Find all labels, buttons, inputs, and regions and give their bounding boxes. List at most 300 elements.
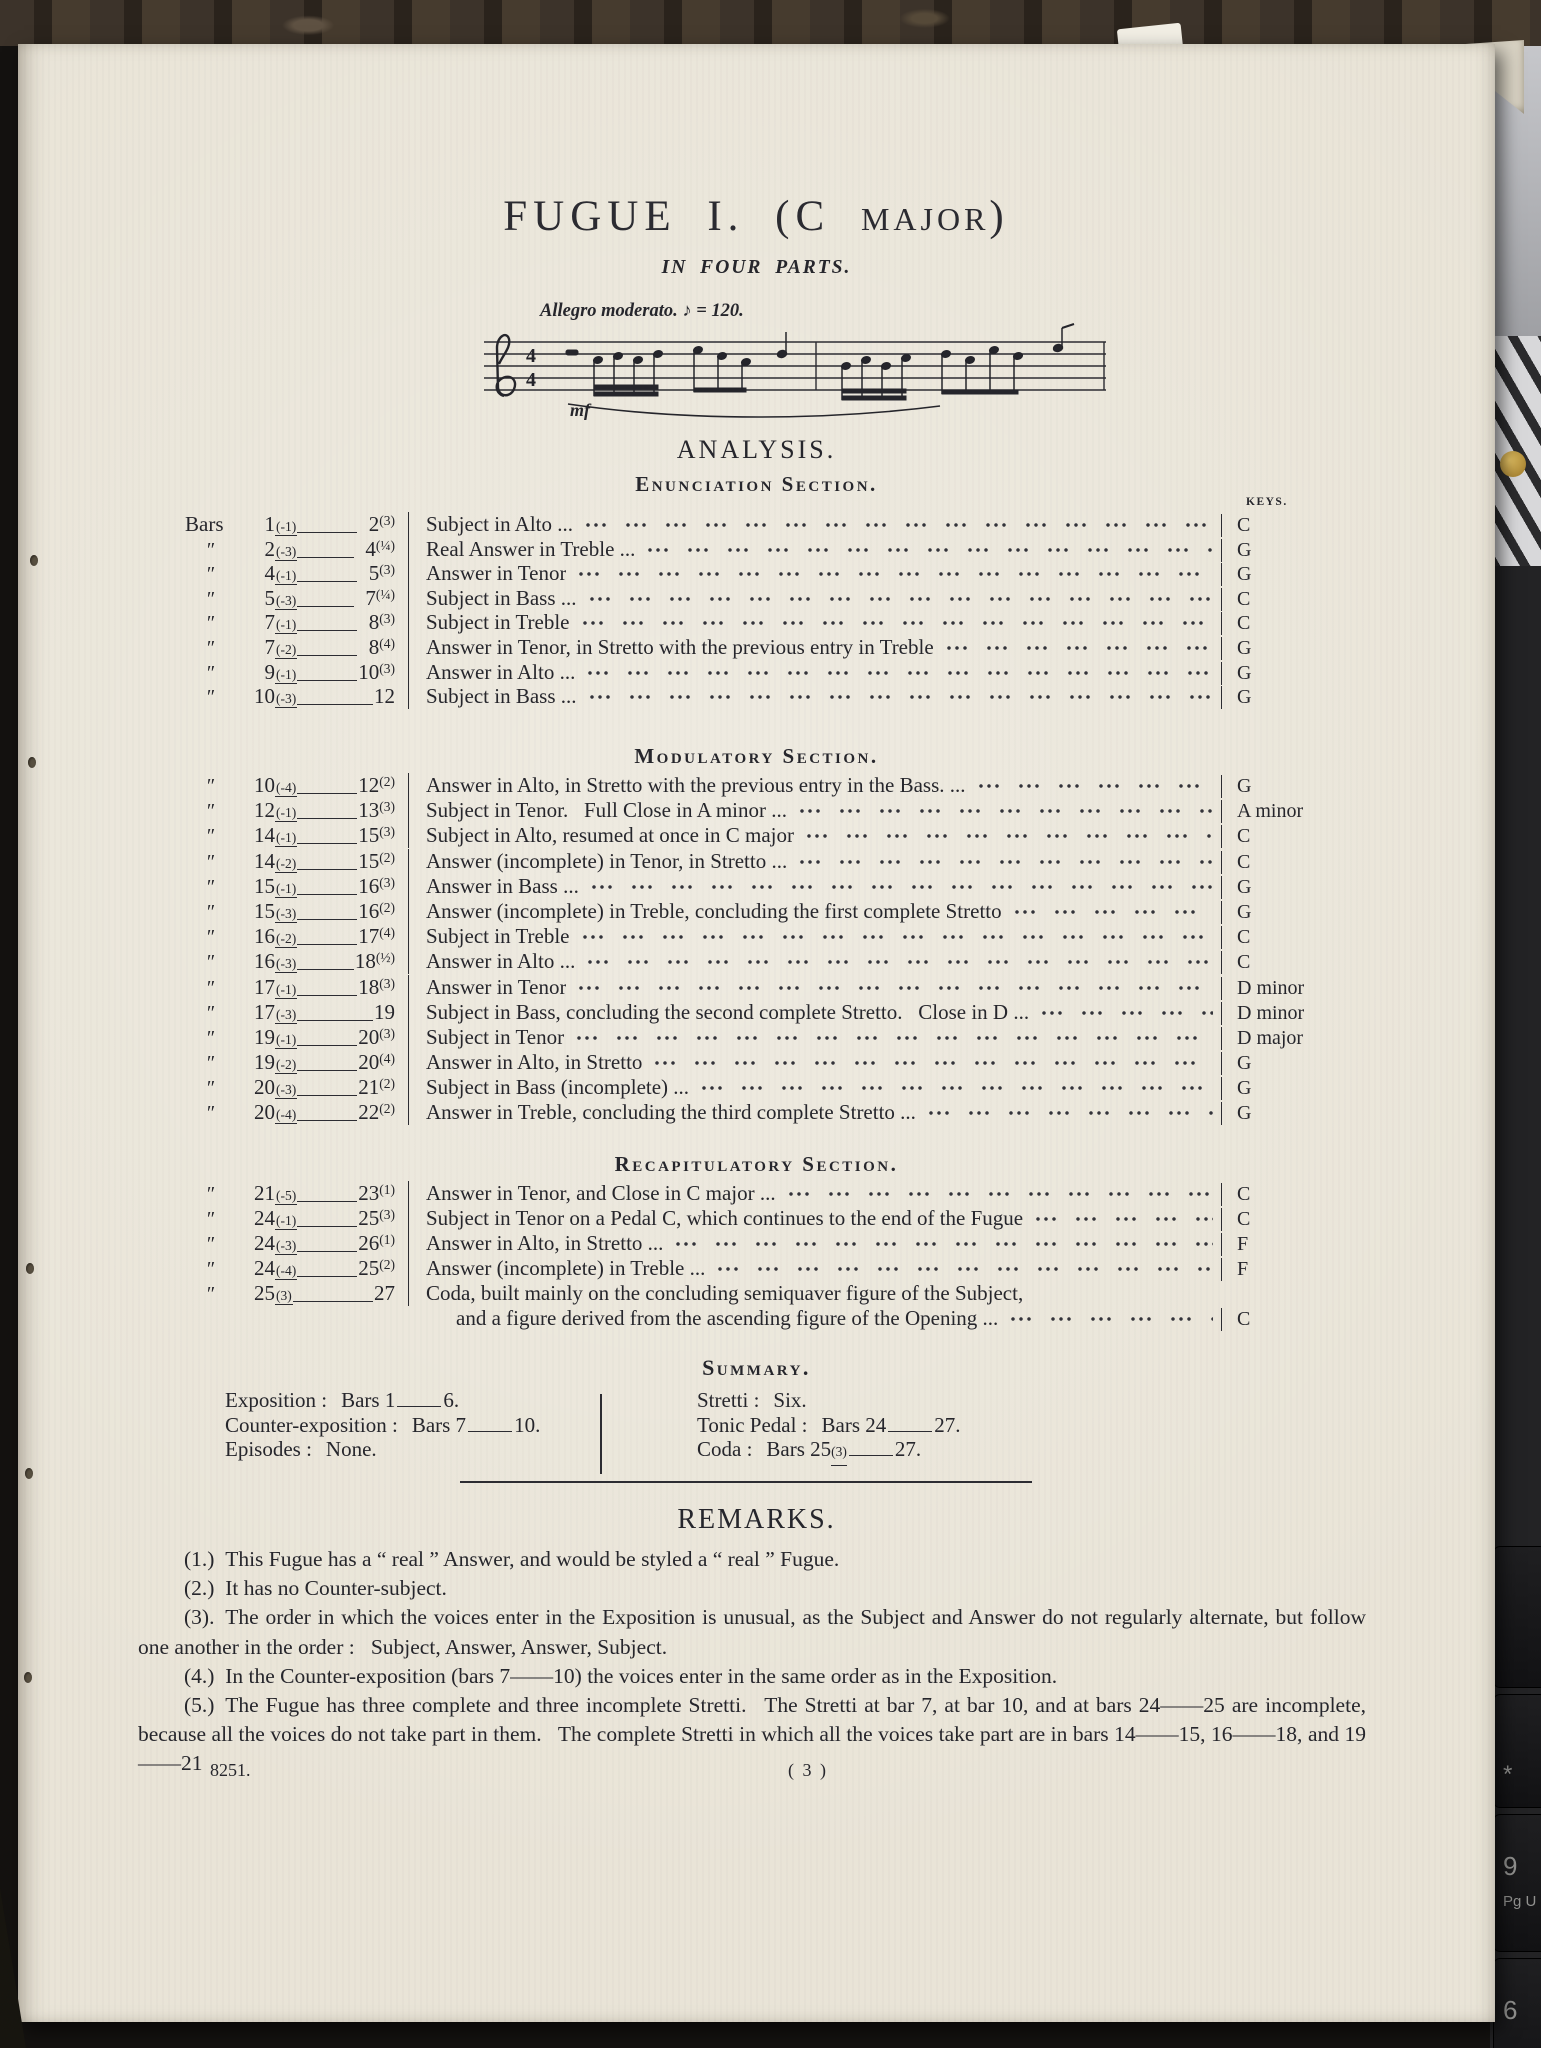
entry-description: Answer (incomplete) in Treble, concluding the first complete Stretto (426, 898, 1002, 923)
bar-to: 25 (358, 1256, 380, 1280)
summary-label: Exposition : (225, 1388, 328, 1412)
key-value: F (1221, 1233, 1363, 1256)
horizontal-rule (460, 1481, 1032, 1483)
entry-description-cell (408, 874, 1221, 899)
entry-description-cell (408, 537, 1221, 562)
bar-from-beat: (-1) (276, 805, 297, 821)
summary-dash (888, 1419, 932, 1432)
bar-to: 7 (365, 585, 376, 610)
analysis-row (185, 1025, 1363, 1050)
ditto-mark: ″ (206, 951, 216, 974)
analysis-row (185, 537, 1363, 562)
section-heading-enunciation: Enunciation Section. (635, 472, 878, 496)
pgup-key-label: Pg U (1503, 1893, 1537, 1910)
bar-from: 19 (254, 1050, 275, 1075)
bar-to: 20 (358, 1024, 380, 1049)
bar-from-beat: (-1) (276, 519, 297, 534)
bar-to-beat: (2) (379, 1076, 395, 1092)
summary-item (225, 1437, 540, 1462)
ditto-mark: ″ (206, 1183, 216, 1205)
keys-column-label: KEYS. (1246, 496, 1288, 508)
page-title (18, 192, 1495, 241)
analysis-row (185, 512, 1363, 537)
analysis-row (185, 849, 1363, 874)
tempo-marking: Allegro moderato. ♪ = 120. (540, 301, 744, 321)
bar-from: 16 (254, 949, 275, 974)
svg-text:4: 4 (526, 369, 536, 391)
dot-leader (1041, 1008, 1213, 1017)
dot-leader (946, 643, 1213, 652)
analysis-row (185, 561, 1363, 586)
dot-leader (589, 594, 1214, 603)
bar-range (237, 660, 395, 685)
entry-description-cell (408, 773, 1221, 798)
entry-description: Subject in Alto, resumed at once in C major (426, 823, 795, 848)
bar-from-beat: (-1) (276, 666, 297, 682)
keyboard-key-6 (1493, 1958, 1541, 2048)
entry-description-cell (408, 949, 1221, 974)
analysis-row (185, 1100, 1363, 1125)
ditto-mark: ″ (206, 875, 216, 898)
bars-label: Bars (185, 512, 224, 536)
dot-leader (799, 806, 1213, 815)
bar-range (237, 512, 395, 537)
bar-from-beat: (-1) (276, 981, 297, 997)
bar-from-beat: (-2) (276, 855, 297, 871)
dot-leader (654, 1058, 1213, 1067)
keyboard-key-9-pgup (1493, 1814, 1541, 1952)
ditto-mark: ″ (206, 587, 216, 610)
binding-hole (24, 1672, 32, 1683)
range-dash (297, 604, 354, 607)
bar-from-beat: (-4) (276, 780, 297, 795)
ditto-mark: ″ (206, 538, 216, 561)
ditto-mark: ″ (206, 850, 216, 873)
entry-description-cell (408, 1100, 1221, 1125)
bar-range (237, 849, 395, 874)
range-dash (297, 816, 357, 819)
bar-to: 25 (358, 1206, 380, 1230)
bar-from: 14 (254, 848, 275, 873)
range-dash (297, 791, 357, 794)
entry-description-cell (408, 684, 1221, 709)
analysis-row (185, 1206, 1363, 1231)
key-value: D minor (1221, 977, 1363, 1000)
entry-description-cell (408, 586, 1221, 611)
range-dash (297, 1224, 357, 1227)
bar-range (237, 610, 395, 635)
bar-from-beat: (-3) (276, 1082, 297, 1098)
ditto-mark: ″ (206, 1283, 216, 1305)
bar-to-beat: (2) (379, 899, 395, 915)
ditto-mark: ″ (206, 800, 216, 823)
bar-from: 7 (264, 634, 275, 659)
entry-description-cell (408, 1206, 1221, 1231)
dot-leader (587, 668, 1213, 677)
bar-from-beat: (3) (276, 1288, 292, 1303)
bar-to-beat: (3) (379, 799, 395, 815)
entry-description: Answer in Bass ... (426, 873, 579, 898)
bar-from-beat: (-4) (276, 1107, 297, 1123)
recapitulatory-table (18, 1181, 1495, 1331)
key-value: G (1221, 662, 1363, 685)
bar-to: 2 (368, 512, 380, 536)
bar-to: 12 (358, 773, 380, 797)
bar-from: 9 (264, 659, 275, 684)
key-value: C (1221, 1308, 1363, 1331)
summary-value-end: 10. (514, 1412, 541, 1437)
bar-to: 16 (358, 898, 380, 923)
bar-from: 20 (254, 1075, 275, 1100)
carved-wood-background (0, 0, 1541, 46)
dot-leader (582, 932, 1213, 941)
bar-range (237, 949, 395, 974)
range-dash (297, 892, 357, 895)
dot-leader (788, 1189, 1213, 1198)
key-value: C (1221, 926, 1363, 949)
bar-from-beat: (-3) (276, 956, 297, 972)
range-dash (297, 1043, 357, 1046)
summary-left-column (225, 1388, 540, 1462)
entry-description: and a figure derived from the ascending figure of the Opening ... (456, 1306, 999, 1330)
bar-range (237, 1206, 395, 1231)
range-dash (297, 1018, 373, 1021)
key-value: G (1221, 876, 1363, 899)
bar-range (237, 1025, 395, 1050)
bar-range (237, 1050, 395, 1075)
summary-item (225, 1388, 540, 1413)
key-value: F (1221, 1258, 1363, 1281)
bar-to-beat: (3) (379, 1207, 395, 1222)
bar-to-beat: (3) (379, 562, 395, 578)
bar-from: 2 (264, 536, 275, 561)
bar-range (237, 773, 395, 798)
entry-description: Subject in Bass (incomplete) ... (426, 1075, 690, 1100)
bar-range (237, 1281, 395, 1306)
summary-item (697, 1437, 961, 1466)
entry-description-cell (408, 1231, 1221, 1256)
bar-to-beat: (3) (379, 611, 395, 627)
analysis-row (185, 1050, 1363, 1075)
page-subtitle: IN FOUR PARTS. (661, 257, 852, 278)
bar-from: 17 (254, 999, 275, 1024)
entry-description: Subject in Treble (426, 610, 570, 635)
entry-description: Subject in Tenor (426, 1024, 565, 1049)
bar-from-beat: (-1) (276, 617, 297, 633)
dot-leader (1010, 1314, 1213, 1323)
key-value: A minor (1221, 800, 1363, 823)
bar-to: 12 (374, 684, 395, 709)
bar-to-beat: (3) (379, 513, 395, 528)
bar-from-beat: (-2) (276, 1057, 297, 1073)
entry-description-cell (408, 975, 1221, 1000)
analysis-row (185, 773, 1363, 798)
bar-from: 16 (254, 924, 275, 949)
bar-to-beat: (3) (379, 1025, 395, 1041)
range-dash (293, 1299, 373, 1302)
bar-from-beat: (-3) (276, 905, 297, 921)
bar-to: 26 (358, 1231, 380, 1255)
entry-description-cell (408, 1025, 1221, 1050)
ditto-mark: ″ (206, 926, 216, 949)
summary-value: Six. (773, 1388, 807, 1412)
entry-description: Subject in Tenor. Full Close in A minor ... (426, 798, 787, 823)
six-key-label: 6 (1503, 1995, 1518, 2025)
summary-value: Bars 1 (341, 1388, 396, 1412)
summary-heading: Summary. (702, 1355, 811, 1380)
analysis-row (185, 874, 1363, 899)
bar-to: 23 (358, 1181, 380, 1205)
entry-description: Subject in Treble (426, 924, 570, 949)
star-key-label: * (1503, 1761, 1513, 1788)
dot-leader (578, 569, 1213, 578)
remarks-body (138, 1545, 1366, 1779)
bar-from: 24 (254, 1231, 275, 1255)
bar-to: 15 (358, 823, 380, 848)
analysis-row (185, 1075, 1363, 1100)
ditto-mark: ″ (206, 1258, 216, 1280)
bar-from-beat: (-1) (276, 1213, 297, 1228)
bar-from-beat: (-3) (276, 1238, 297, 1253)
enunciation-table (18, 512, 1495, 709)
analysis-row (185, 1000, 1363, 1025)
range-dash (297, 917, 357, 920)
entry-description-cell (408, 635, 1221, 660)
dot-leader (578, 983, 1213, 992)
summary-dash (849, 1443, 893, 1456)
bar-to-beat: (2) (379, 1101, 395, 1117)
bar-to: 17 (358, 924, 380, 949)
section-heading-recapitulatory: Recapitulatory Section. (614, 1152, 899, 1176)
key-value: C (1221, 1183, 1363, 1206)
entry-description-cell (408, 1256, 1221, 1281)
range-dash (297, 841, 357, 844)
summary-label: Tonic Pedal : (697, 1412, 808, 1437)
entry-description-cell (408, 512, 1221, 537)
bar-range (237, 975, 395, 1000)
entry-description-cell (408, 899, 1221, 924)
bar-from-beat: (-2) (276, 641, 297, 657)
dot-leader (928, 1108, 1213, 1117)
entry-description: Subject in Tenor on a Pedal C, which continues to the end of the Fugue (426, 1206, 1024, 1230)
range-dash (297, 579, 357, 582)
key-value: C (1221, 825, 1363, 848)
ditto-mark: ″ (206, 612, 216, 635)
range-dash (297, 1274, 357, 1277)
summary-item (697, 1388, 961, 1413)
entry-description: Subject in Bass ... (426, 684, 577, 709)
entry-description-cell (408, 610, 1221, 635)
nine-key-label: 9 (1503, 1851, 1518, 1881)
entry-description-cell (408, 1075, 1221, 1100)
bar-to: 5 (368, 561, 380, 586)
bar-from-beat: (-4) (276, 1263, 297, 1278)
analysis-row (185, 610, 1363, 635)
range-dash (297, 1068, 357, 1071)
bar-range (237, 874, 395, 899)
bar-range (237, 823, 395, 848)
range-dash (297, 1199, 357, 1202)
bar-range (237, 1231, 395, 1256)
ditto-mark: ″ (206, 1102, 216, 1125)
section-heading-modulatory: Modulatory Section. (634, 744, 879, 768)
entry-description: Subject in Bass, concluding the second complete Stretto. Close in D ... (426, 999, 1030, 1024)
bar-to-beat: (4) (379, 635, 395, 651)
bar-to: 22 (358, 1100, 380, 1125)
bar-to: 20 (358, 1050, 380, 1075)
range-dash (297, 942, 357, 945)
range-dash (297, 1249, 357, 1252)
bar-to: 18 (358, 974, 380, 999)
entry-description-cell (408, 1050, 1221, 1075)
entry-description: Answer in Tenor (426, 561, 567, 586)
ditto-mark: ″ (206, 686, 216, 709)
bar-to: 15 (358, 848, 380, 873)
key-value: C (1221, 514, 1363, 537)
bar-range (237, 1256, 395, 1281)
entry-description-cell (408, 1181, 1221, 1206)
summary-value: Bars 7 (411, 1412, 467, 1437)
bar-to-beat: (3) (379, 874, 395, 890)
bar-from: 24 (254, 1256, 275, 1280)
entry-description: Subject in Bass ... (426, 585, 577, 610)
svg-text:4: 4 (526, 345, 536, 367)
bar-range (237, 537, 395, 562)
dot-leader (1035, 1214, 1213, 1223)
modulatory-table (18, 773, 1495, 1126)
analysis-row (185, 1256, 1363, 1281)
dot-leader (806, 831, 1213, 840)
summary-value-end: 6. (443, 1388, 460, 1412)
range-dash (297, 628, 357, 631)
remarks-heading: REMARKS. (677, 1504, 836, 1535)
dot-leader (589, 692, 1214, 701)
bar-from: 15 (254, 898, 275, 923)
key-value: G (1221, 901, 1363, 924)
bar-from: 25 (254, 1281, 275, 1305)
key-value: G (1221, 1052, 1363, 1075)
bar-to: 27 (374, 1281, 395, 1305)
summary-sup: (3) (831, 1440, 847, 1466)
entry-description-cell (408, 849, 1221, 874)
summary-label: Stretti : (697, 1388, 760, 1412)
dynamic-marking: mf (570, 400, 590, 420)
analysis-row (185, 975, 1363, 1000)
entry-description: Real Answer in Treble ... (426, 536, 636, 561)
entry-description: Answer in Alto ... (426, 659, 576, 684)
analysis-row (185, 823, 1363, 848)
plate-number: 8251. (210, 1760, 251, 1780)
ditto-mark: ″ (206, 1077, 216, 1100)
range-dash (297, 1093, 357, 1096)
bar-from: 17 (254, 974, 275, 999)
remark-item: (3). The order in which the voices enter in the Exposition is unusual, as the Subject and Answer do not regularly alternate, but follow one another in the order : Subject, Answer, Answer, Subject. (138, 1605, 1366, 1659)
analysis-row (185, 684, 1363, 709)
key-value: G (1221, 1077, 1363, 1100)
summary-label: Coda : (697, 1437, 753, 1461)
summary-dash (468, 1419, 512, 1432)
dot-leader (647, 545, 1213, 554)
key-value: G (1221, 686, 1363, 709)
bar-from: 15 (254, 873, 275, 898)
key-value: C (1221, 851, 1363, 874)
analysis-row-continuation (185, 1306, 1363, 1331)
bar-from: 1 (264, 512, 275, 536)
bar-from-beat: (-5) (276, 1188, 297, 1203)
bar-from-beat: (-3) (276, 592, 297, 608)
ditto-mark: ″ (206, 1026, 216, 1049)
range-dash (297, 653, 357, 656)
ditto-mark: ″ (206, 661, 216, 684)
dot-leader (591, 882, 1213, 891)
key-value: G (1221, 775, 1363, 798)
phrase-slur (568, 404, 940, 417)
bar-from: 5 (264, 585, 275, 610)
bar-to: 10 (358, 659, 380, 684)
summary-label: Counter-exposition : (225, 1412, 398, 1437)
summary-right-column (697, 1388, 961, 1466)
bar-to-beat: (3) (379, 824, 395, 840)
bar-from: 20 (254, 1100, 275, 1125)
entry-description-cell (408, 660, 1221, 685)
title-main: FUGUE I. (C (503, 193, 861, 240)
entry-description: Answer in Tenor, in Stretto with the previous entry in Treble (426, 634, 934, 659)
dot-leader (675, 1239, 1213, 1248)
analysis-row (185, 660, 1363, 685)
remark-item: (5.) The Fugue has three complete and three incomplete Stretti. The Stretti at bar 7, at bar 10, and at bars 24——25 are incomplete, because all the voices do not take part in them. The complete Stretti in which all the voices take part are in bars 14——15, 16——18, and 19——21 (138, 1693, 1366, 1776)
bar-from: 21 (254, 1181, 275, 1205)
key-value: G (1221, 539, 1363, 562)
bar-to-beat: (2) (379, 774, 395, 789)
bar-to: 8 (368, 610, 380, 635)
analysis-row (185, 1181, 1363, 1206)
bar-from-beat: (-1) (276, 1031, 297, 1047)
summary-label: Episodes : (225, 1437, 312, 1461)
range-dash (297, 555, 354, 558)
ditto-mark: ″ (206, 563, 216, 586)
entry-description: Answer in Tenor (426, 974, 567, 999)
bar-to-beat: (2) (379, 849, 395, 865)
bar-from-beat: (-1) (276, 568, 297, 584)
entry-description-cell (408, 924, 1221, 949)
entry-description: Subject in Alto ... (426, 512, 573, 536)
range-dash (297, 1118, 357, 1121)
bar-from-beat: (-3) (276, 543, 297, 559)
bar-to-beat: (2) (379, 1257, 395, 1272)
entry-description: Answer in Alto, in Stretto with the previous entry in the Bass. ... (426, 773, 966, 797)
summary-item (225, 1413, 540, 1438)
analysis-row (185, 635, 1363, 660)
desk-and-keyboard-strip (1490, 46, 1541, 2048)
bar-range (237, 561, 395, 586)
summary-divider (600, 1394, 602, 1474)
entry-description: Answer in Tenor, and Close in C major ... (426, 1181, 776, 1205)
bar-to: 8 (368, 634, 380, 659)
music-staff (470, 320, 1118, 424)
summary-dash (397, 1394, 441, 1407)
analysis-row (185, 798, 1363, 823)
bar-to-beat: (1) (379, 1232, 395, 1247)
bar-to-beat: (3) (379, 660, 395, 676)
ditto-mark: ″ (206, 775, 216, 797)
bar-to: 19 (374, 999, 395, 1024)
range-dash (297, 867, 357, 870)
entry-description-cell (408, 1306, 1221, 1331)
dot-leader (582, 618, 1213, 627)
ditto-mark: ″ (206, 1052, 216, 1075)
bar-from: 10 (254, 773, 275, 797)
ditto-mark: ″ (206, 636, 216, 659)
